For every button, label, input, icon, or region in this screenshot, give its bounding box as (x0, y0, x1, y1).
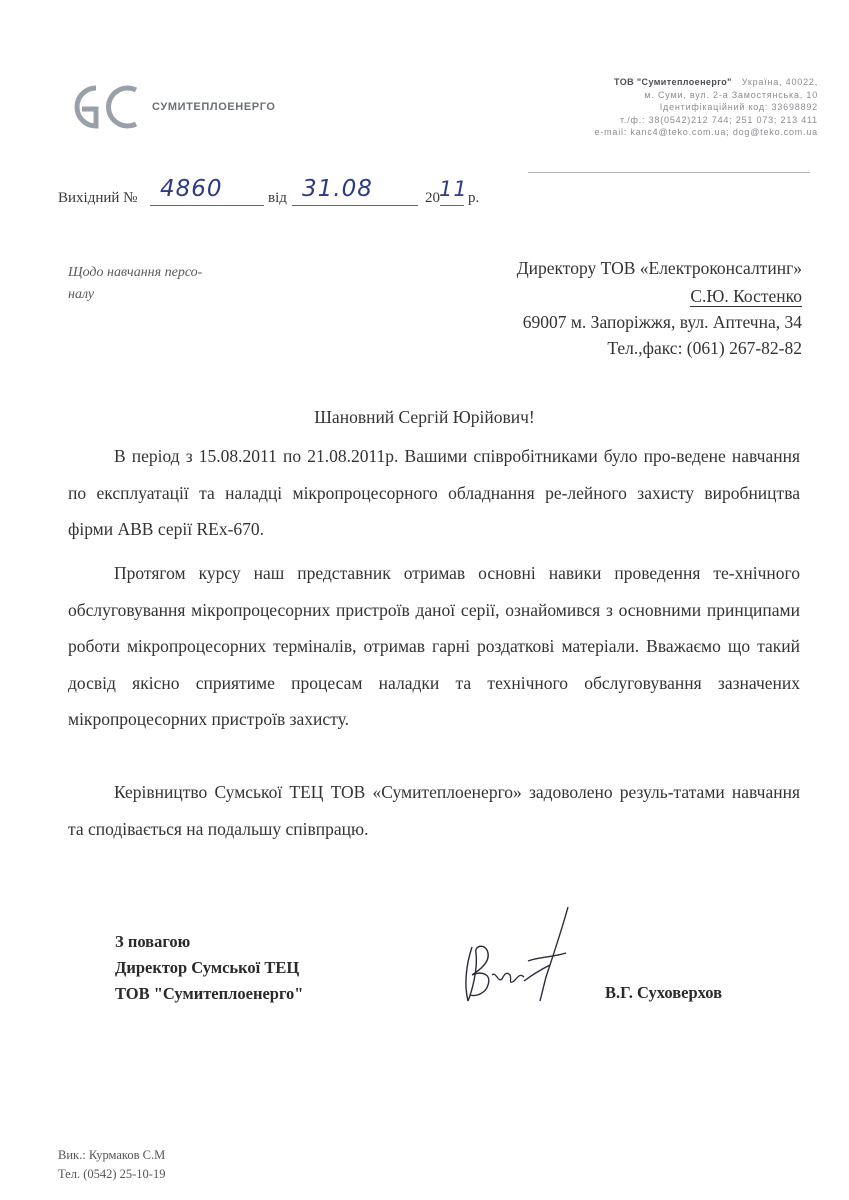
addressee-name: С.Ю. Костенко (690, 286, 802, 306)
outgoing-number-label: Вихідний № (58, 190, 138, 206)
year-suffix: р. (468, 190, 480, 206)
body-paragraph: Керівництво Сумської ТЕЦ ТОВ «Сумитеплоенерго» задоволено резуль-татами навчання та сподівається на подальшу співпрацю. (68, 782, 800, 839)
addressee-address: 69007 м. Запоріжжя, вул. Аптечна, 34 (522, 312, 802, 332)
date-label: від (268, 190, 287, 206)
signatory-position: Директор Сумської ТЕЦ (115, 958, 300, 977)
year-prefix: 20 (425, 190, 440, 206)
company-address-line: Україна, 40022, (741, 77, 818, 87)
signatory-company: ТОВ "Сумитеплоенерго" (115, 984, 304, 1003)
body-paragraph: Протягом курсу наш представник отримав основні навики проведення те-хнічного обслуговування мікропроцесорних пристроїв даної серії, ознайомився з основними принципами роботи мікропроцесорних терміналів, отримав гарні роздаткові матеріали. Вважаємо що такий досвід якісно сприятиме процесам наладки та технічного обслуговування зазначених мікропроцесорних пристроїв захисту. (68, 563, 800, 729)
company-phones: т./ф.: 38(0542)212 744; 251 073; 213 411 (620, 114, 818, 125)
date-underline (292, 205, 418, 206)
addressee-position: Директору ТОВ «Електроконсалтинг» (516, 258, 802, 278)
body-paragraph: В період з 15.08.2011 по 21.08.2011р. Вашими співробітниками було про-ведене навчання по експлуатації та наладці мікропроцесорного обладнання ре-лейного захисту виробництва фірми АВВ серії REx-670. (68, 446, 800, 539)
salutation: Шановний Сергій Юрійович! (314, 407, 535, 427)
executor-name: Вик.: Курмаков С.М (58, 1148, 166, 1162)
outgoing-number-handwritten: 4860 (160, 176, 223, 202)
letterhead-divider (528, 172, 810, 173)
logo-wordmark: СУМИТЕПЛОЕНЕРГО (152, 101, 276, 113)
letter-subject (68, 262, 268, 306)
company-id-code: Ідентифікаційний код: 33698892 (659, 102, 818, 112)
outgoing-date-handwritten: 31.08 (302, 176, 373, 202)
company-contact-block (528, 76, 818, 139)
number-underline (150, 205, 264, 206)
executor-info (58, 1146, 165, 1184)
closing-phrase: З повагою (115, 932, 191, 951)
executor-phone: Тел. (0542) 25-10-19 (58, 1167, 166, 1181)
addressee-phone: Тел.,факс: (061) 267-82-82 (607, 338, 802, 358)
year-underline (440, 205, 464, 206)
subject-line: Щодо навчання персо- (68, 265, 203, 280)
company-emails: e-mail: kanc4@teko.com.ua; dog@teko.com.ua (594, 127, 818, 137)
handwritten-signature (458, 905, 578, 1010)
company-address-line: м. Суми, вул. 2-а Замостянська, 10 (644, 89, 818, 100)
year-handwritten: 11 (439, 177, 468, 201)
company-name: ТОВ "Сумитеплоенерго" (614, 77, 732, 87)
company-logo-icon (58, 82, 140, 132)
signatory-name: В.Г. Суховерхов (605, 983, 723, 1002)
signature-block (115, 929, 303, 1007)
subject-line: налу (68, 287, 95, 302)
